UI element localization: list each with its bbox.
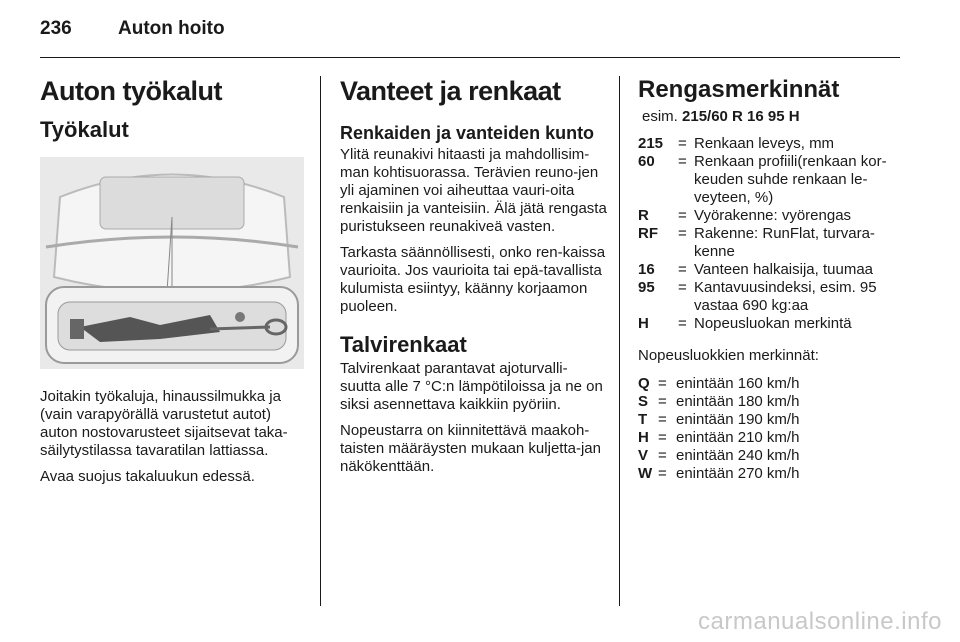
- tools-title: Auton työkalut: [40, 76, 222, 106]
- equals-sign: =: [678, 207, 687, 224]
- equals-sign: =: [658, 465, 667, 482]
- wheels-title: Vanteet ja renkaat: [340, 76, 561, 106]
- code-key: 60: [638, 153, 655, 170]
- equals-sign: =: [678, 261, 687, 278]
- speed-key: T: [638, 411, 648, 428]
- code-key: 95: [638, 279, 655, 296]
- condition-paragraph-1: Ylitä reunakivi hitaasti ja mahdollisim-man kohtisuorassa. Terävien reuno-jen yli ajaminen voi aiheuttaa vauri-oita renkaisiin ja vanteisiin. Älä jätä rengasta puristukseen reunakiveä vasten.: [340, 146, 607, 235]
- table-row: [638, 375, 890, 393]
- table-row: [638, 429, 890, 447]
- table-row: [638, 207, 908, 225]
- equals-sign: =: [658, 447, 667, 464]
- example-code: 215/60 R 16 95 H: [682, 108, 800, 125]
- speed-intro: Nopeusluokkien merkinnät:: [638, 347, 819, 364]
- speed-table: [638, 375, 890, 483]
- page-number: 236: [40, 18, 72, 39]
- table-row: [638, 393, 890, 411]
- table-row: [638, 153, 908, 207]
- winter-paragraph-1: Talvirenkaat parantavat ajoturvalli-suutta alle 7 °C:n lämpötiloissa ja ne on siksi asennettava kaikkiin pyöriin.: [340, 360, 603, 413]
- table-row: [638, 315, 908, 333]
- equals-sign: =: [658, 375, 667, 392]
- trunk-tools-illustration: [40, 157, 304, 369]
- speed-key: H: [638, 429, 649, 446]
- condition-paragraph-2: Tarkasta säännöllisesti, onko ren-kaissa vaurioita. Jos vaurioita tai epä-tavallista kulumista esiintyy, käänny korjaamon puoleen.: [340, 244, 606, 315]
- column-tyre-markings: [638, 76, 908, 483]
- code-key: 215: [638, 135, 664, 152]
- code-value: Renkaan leveys, mm: [694, 135, 835, 152]
- code-key: 16: [638, 261, 655, 278]
- table-row: [638, 279, 908, 315]
- code-value: Vanteen halkaisija, tuumaa: [694, 261, 874, 278]
- speed-key: S: [638, 393, 649, 410]
- speed-value: enintään 270 km/h: [676, 465, 800, 482]
- condition-heading: Renkaiden ja vanteiden kunto: [340, 123, 595, 143]
- example-prefix: esim.: [642, 108, 678, 125]
- speed-key: Q: [638, 375, 650, 392]
- speed-value: enintään 190 km/h: [676, 411, 800, 428]
- code-key: RF: [638, 225, 658, 242]
- winter-tyres-heading: Talvirenkaat: [340, 332, 467, 357]
- section-title: Auton hoito: [118, 18, 225, 39]
- equals-sign: =: [678, 153, 687, 170]
- code-table: [638, 135, 908, 333]
- speed-key: V: [638, 447, 649, 464]
- speed-key: W: [638, 465, 653, 482]
- winter-paragraph-2: Nopeustarra on kiinnitettävä maakoh-taisten määräysten mukaan kuljetta-jan näkökenttään.: [340, 422, 601, 475]
- example-line: [642, 108, 908, 125]
- column-wheels: [340, 76, 608, 484]
- equals-sign: =: [678, 225, 687, 242]
- column-divider-2: [619, 76, 620, 606]
- code-value: Nopeusluokan merkintä: [694, 315, 852, 332]
- code-value: Renkaan profiili(renkaan kor-keuden suhde renkaan le-veyteen, %): [694, 153, 887, 206]
- table-row: [638, 465, 890, 483]
- speed-value: enintään 240 km/h: [676, 447, 800, 464]
- tools-paragraph-1: Joitakin työkaluja, hinaussilmukka ja (vain varapyörällä varustetut autot) auton nostovarusteet sijaitsevat taka-säilytystilassa tavaratilan lattiassa.: [40, 388, 288, 459]
- code-value: Kantavuusindeksi, esim. 95 vastaa 690 kg:aa: [694, 279, 877, 314]
- table-row: [638, 447, 890, 465]
- code-key: H: [638, 315, 649, 332]
- code-value: Rakenne: RunFlat, turvara-kenne: [694, 225, 875, 260]
- code-value: Vyörakenne: vyörengas: [694, 207, 852, 224]
- equals-sign: =: [658, 393, 667, 410]
- tools-subtitle: Työkalut: [40, 117, 129, 142]
- equals-sign: =: [678, 135, 687, 152]
- markings-title: Rengasmerkinnät: [638, 76, 840, 103]
- speed-value: enintään 210 km/h: [676, 429, 800, 446]
- column-divider-1: [320, 76, 321, 606]
- page-header: [40, 18, 225, 40]
- equals-sign: =: [658, 411, 667, 428]
- equals-sign: =: [678, 279, 687, 296]
- table-row: [638, 135, 908, 153]
- speed-value: enintään 180 km/h: [676, 393, 800, 410]
- table-row: [638, 261, 908, 279]
- column-tools: [40, 76, 304, 494]
- speed-value: enintään 160 km/h: [676, 375, 800, 392]
- watermark: carmanualsonline.info: [698, 608, 942, 635]
- header-rule: [40, 57, 900, 58]
- tools-paragraph-2: Avaa suojus takaluukun edessä.: [40, 468, 255, 485]
- equals-sign: =: [658, 429, 667, 446]
- equals-sign: =: [678, 315, 687, 332]
- table-row: [638, 411, 890, 429]
- code-key: R: [638, 207, 649, 224]
- table-row: [638, 225, 908, 261]
